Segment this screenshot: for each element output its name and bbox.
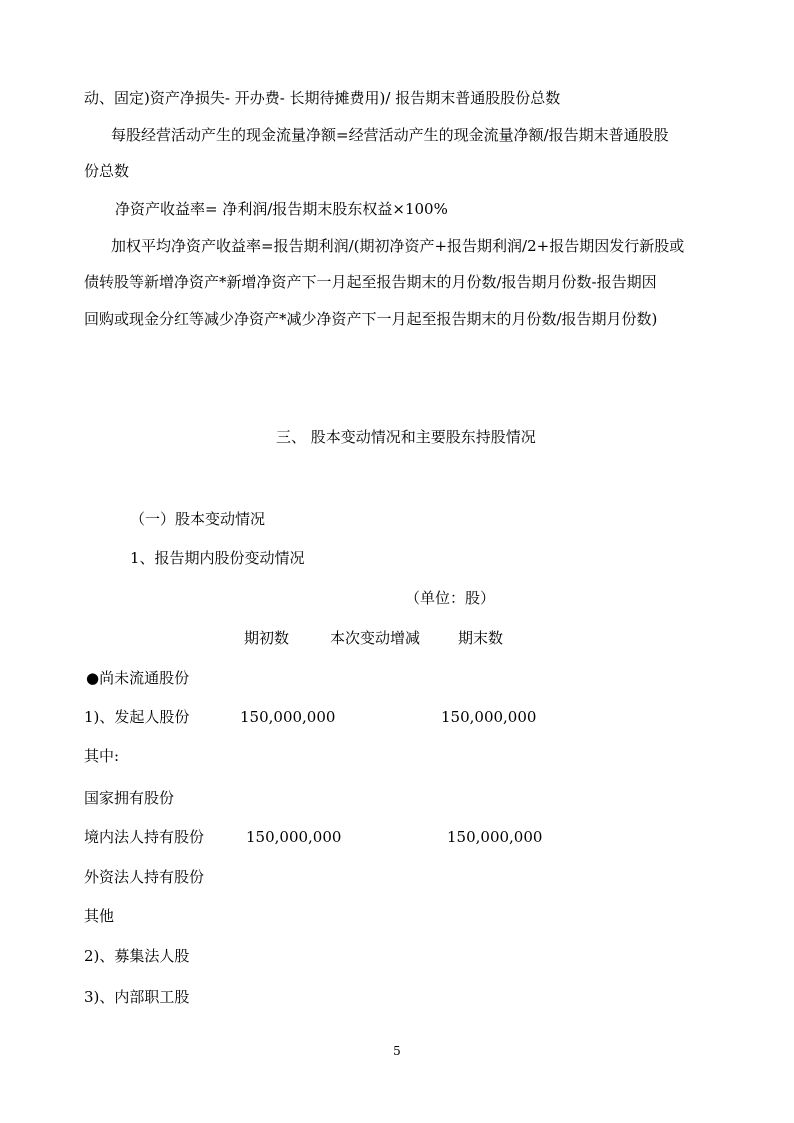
row-label: 其他 <box>84 907 115 925</box>
header-end: 期末数 <box>458 629 504 647</box>
header-start: 期初数 <box>244 629 290 647</box>
row-start-value: 150,000,000 <box>240 708 336 726</box>
row-start-value: 150,000,000 <box>246 828 342 846</box>
section-title: 三、 股本变动情况和主要股东持股情况 <box>276 428 536 446</box>
formula-line-4: 净资产收益率= 净利润/报告期末股东权益×100% <box>115 200 448 218</box>
row-label: ●尚未流通股份 <box>86 669 190 687</box>
subsection-title: （一）股本变动情况 <box>130 510 266 528</box>
header-change: 本次变动增减 <box>330 629 421 647</box>
row-end-value: 150,000,000 <box>441 708 537 726</box>
formula-line-5: 加权平均净资产收益率=报告期利润/(期初净资产+报告期利润/2+报告期因发行新股或 <box>111 237 685 255</box>
row-label: 3)、内部职工股 <box>84 988 190 1006</box>
row-label: 境内法人持有股份 <box>84 828 205 846</box>
page-number: 5 <box>393 1044 401 1058</box>
formula-line-6: 债转股等新增净资产*新增净资产下一月起至报告期末的月份数/报告期月份数-报告期因 <box>84 273 657 291</box>
formula-line-3: 份总数 <box>84 162 130 180</box>
row-label: 其中: <box>84 747 120 765</box>
row-label: 外资法人持有股份 <box>84 868 205 886</box>
item-title: 1、报告期内股份变动情况 <box>130 549 305 567</box>
formula-line-2: 每股经营活动产生的现金流量净额=经营活动产生的现金流量净额/报告期末普通股股 <box>111 126 669 144</box>
row-label: 2)、募集法人股 <box>84 947 190 965</box>
formula-line-7: 回购或现金分红等减少净资产*减少净资产下一月起至报告期末的月份数/报告期月份数) <box>84 310 658 328</box>
row-label: 国家拥有股份 <box>84 789 175 807</box>
unit-label: （单位：股） <box>405 589 496 607</box>
row-label: 1)、发起人股份 <box>84 708 190 726</box>
row-end-value: 150,000,000 <box>447 828 543 846</box>
formula-line-1: 动、固定)资产净损失- 开办费- 长期待摊费用)/ 报告期末普通股股份总数 <box>84 89 561 107</box>
